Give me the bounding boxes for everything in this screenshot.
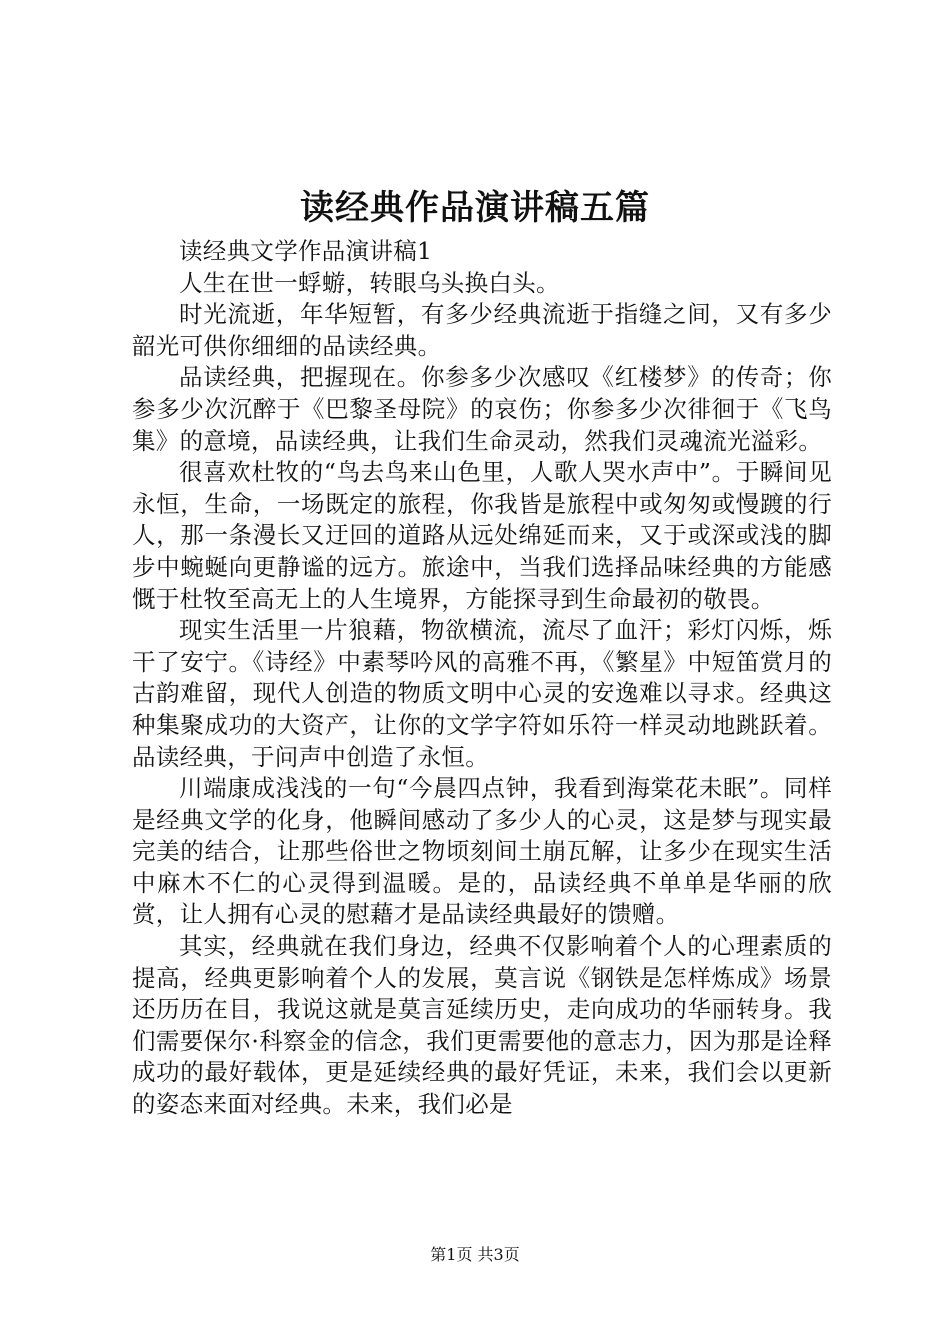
paragraph: 其实，经典就在我们身边，经典不仅影响着个人的心理素质的提高，经典更影响着个人的发展，莫言说《钢铁是怎样炼成》场景还历历在目，我说这就是莫言延续历史，走向成功的华丽转身。我们需要保尔·科察金的信念，我们更需要他的意志力，因为那是诠释成功的最好载体，更是延续经典的最好凭证，未来，我们会以更新的姿态来面对经典。未来，我们必是 (132, 932, 832, 1119)
section-heading: 读经典文学作品演讲稿1 (179, 237, 433, 265)
paragraph: 川端康成浅浅的一句“今晨四点钟，我看到海棠花未眠”。同样是经典文学的化身，他瞬间感动了多少人的心灵，这是梦与现实最完美的结合，让那些俗世之物顷刻间土崩瓦解，让多少在现实生活中麻木不仁的心灵得到温暖。是的，品读经典不单单是华丽的欣赏，让人拥有心灵的慰藉才是品读经典最好的馈赠。 (132, 774, 832, 929)
page-number-footer: 第1页 共3页 (430, 1245, 520, 1264)
paragraph: 现实生活里一片狼藉，物欲横流，流尽了血汗；彩灯闪烁，烁干了安宁。《诗经》中素琴吟风的高雅不再，《繁星》中短笛赏月的古韵难留，现代人创造的物质文明中心灵的安逸难以寻求。经典这种集聚成功的大资产，让你的文学字符如乐符一样灵动地跳跃着。品读经典，于问声中创造了永恒。 (132, 616, 832, 771)
paragraph: 很喜欢杜牧的“鸟去鸟来山色里，人歌人哭水声中”。于瞬间见永恒，生命，一场既定的旅程，你我皆是旅程中或匆匆或慢踱的行人，那一条漫长又迂回的道路从远处绵延而来，又于或深或浅的脚步中蜿蜒向更静谧的远方。旅途中，当我们选择品味经典的方能感慨于杜牧至高无上的人生境界，方能探寻到生命最初的敬畏。 (132, 458, 832, 613)
paragraph: 人生在世一蜉蝣，转眼乌头换白头。 (179, 268, 560, 297)
document-title: 读经典作品演讲稿五篇 (300, 188, 650, 228)
document-body (132, 236, 832, 1121)
paragraph: 品读经典，把握现在。你参多少次感叹《红楼梦》的传奇；你参多少次沉醉于《巴黎圣母院》的哀伤；你参多少次徘徊于《飞鸟集》的意境，品读经典，让我们生命灵动，然我们灵魂流光溢彩。 (132, 363, 832, 455)
paragraph: 时光流逝，年华短暂，有多少经典流逝于指缝之间，又有多少韶光可供你细细的品读经典。 (132, 300, 832, 360)
